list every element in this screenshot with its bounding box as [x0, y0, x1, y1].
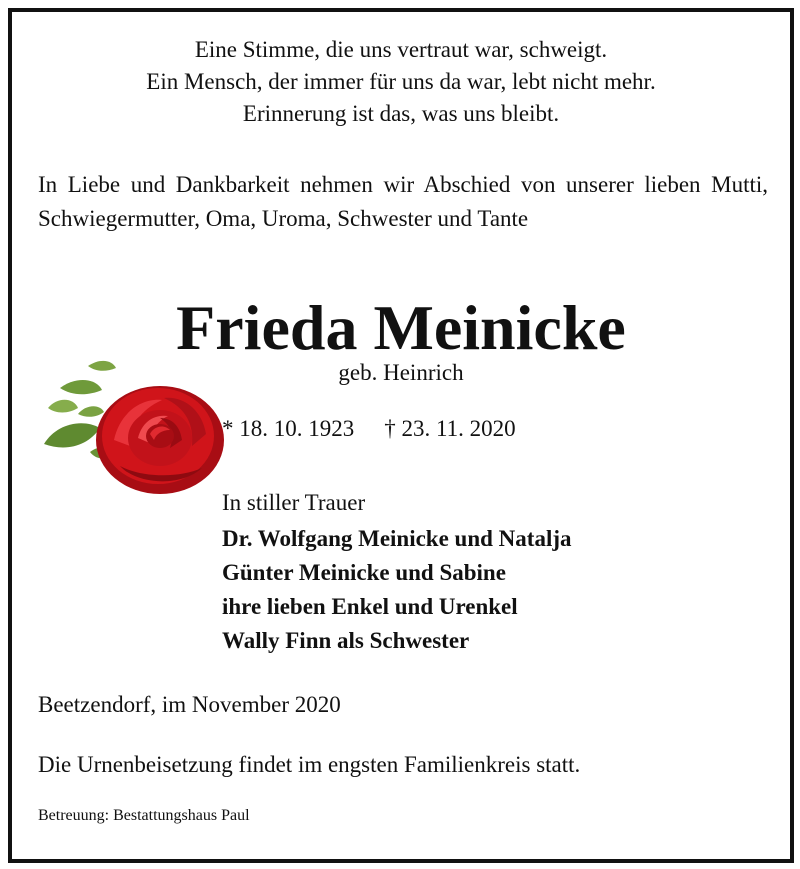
- mourner: Wally Finn als Schwester: [222, 628, 470, 653]
- mourners-list: [222, 522, 572, 658]
- funeral-home-credit: Betreuung: Bestattungshaus Paul: [38, 807, 250, 824]
- mourning-heading: In stiller Trauer: [222, 490, 366, 515]
- poem-line-2: Ein Mensch, der immer für uns da war, lebt nicht mehr.: [146, 69, 656, 94]
- life-dates: [222, 412, 516, 446]
- born-name: geb. Heinrich: [338, 360, 464, 385]
- deceased-name: Frieda Meinicke: [176, 292, 626, 363]
- poem-line-1: Eine Stimme, die uns vertraut war, schweigt.: [194, 37, 608, 62]
- urn-notice: Die Urnenbeisetzung findet im engsten Familienkreis statt.: [38, 752, 581, 777]
- intro-text: In Liebe und Dankbarkeit nehmen wir Abschied von unserer lieben Mutti, Schwiegermutter, Oma, Uroma, Schwester und Tante: [38, 172, 768, 231]
- death-date: † 23. 11. 2020: [384, 416, 516, 441]
- birth-date: * 18. 10. 1923: [222, 416, 355, 441]
- poem: [12, 34, 790, 130]
- poem-line-3: Erinnerung ist das, was uns bleibt.: [242, 101, 560, 126]
- obituary-frame: [8, 8, 794, 863]
- rose-bloom: [96, 386, 224, 494]
- mourner: Günter Meinicke und Sabine: [222, 560, 506, 585]
- mourner: Dr. Wolfgang Meinicke und Natalja: [222, 526, 572, 551]
- red-rose-icon: [30, 348, 230, 498]
- mourner: ihre lieben Enkel und Urenkel: [222, 594, 518, 619]
- place-date: Beetzendorf, im November 2020: [38, 692, 341, 717]
